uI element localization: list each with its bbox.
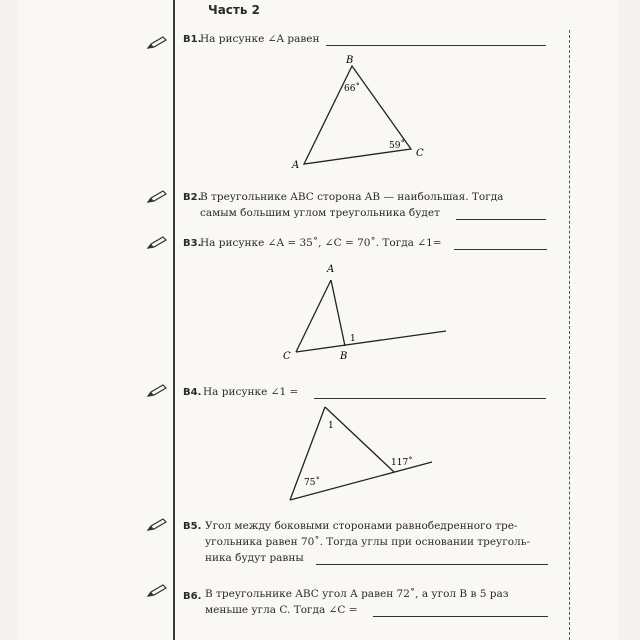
problem-text: На рисунке ∠A равен xyxy=(200,33,320,45)
cut-line xyxy=(569,30,570,640)
figure-b3 xyxy=(276,260,456,365)
margin-line xyxy=(173,0,175,640)
answer-blank[interactable] xyxy=(456,219,546,220)
angle-label-117: 117˚ xyxy=(391,458,413,468)
problem-text: В треугольнике ABC угол A равен 72˚, а угол B в 5 раз xyxy=(205,588,509,600)
problem-number: B2. xyxy=(183,192,202,203)
vertex-label-c: C xyxy=(416,148,424,159)
angle-label-c: 59˚ xyxy=(389,141,405,151)
pencil-icon xyxy=(146,518,168,532)
pencil-icon xyxy=(146,584,168,598)
problem-number: B1. xyxy=(183,34,202,45)
angle-label-75: 75˚ xyxy=(304,478,320,488)
problem-number: B4. xyxy=(183,387,202,398)
pencil-icon xyxy=(146,190,168,204)
pencil-icon xyxy=(146,36,168,50)
problem-number: B6. xyxy=(183,591,202,602)
problem-text: угольника равен 70˚. Тогда углы при основании треуголь- xyxy=(205,536,530,548)
answer-blank[interactable] xyxy=(454,249,547,250)
vertex-label-a: A xyxy=(292,160,300,171)
answer-blank[interactable] xyxy=(314,398,546,399)
problem-number: B3. xyxy=(183,238,202,249)
vertex-label-b: B xyxy=(346,55,354,66)
problem-number: B5. xyxy=(183,521,202,532)
answer-blank[interactable] xyxy=(316,564,548,565)
vertex-label-c: C xyxy=(283,351,291,362)
angle-label-1: 1 xyxy=(350,334,356,344)
figure-b4 xyxy=(280,402,450,510)
problem-text: самым большим углом треугольника будет xyxy=(200,207,440,219)
problem-text: меньше угла C. Тогда ∠C = xyxy=(205,604,358,616)
angle-label-1: 1 xyxy=(328,421,334,431)
pencil-icon xyxy=(146,384,168,398)
worksheet-page xyxy=(18,0,618,640)
figure-b1 xyxy=(288,52,438,172)
angle-label-b: 66˚ xyxy=(344,84,360,94)
section-title: Часть 2 xyxy=(208,3,260,17)
vertex-label-b: B xyxy=(340,351,348,362)
problem-text: Угол между боковыми сторонами равнобедренного тре- xyxy=(205,520,518,532)
problem-text: На рисунке ∠A = 35˚, ∠C = 70˚. Тогда ∠1= xyxy=(200,237,442,249)
vertex-label-a: A xyxy=(327,264,335,275)
pencil-icon xyxy=(146,236,168,250)
problem-text: На рисунке ∠1 = xyxy=(203,386,299,398)
answer-blank[interactable] xyxy=(326,45,546,46)
problem-text: ника будут равны xyxy=(205,552,304,564)
answer-blank[interactable] xyxy=(373,616,548,617)
problem-text: В треугольнике ABC сторона AB — наибольшая. Тогда xyxy=(200,191,504,203)
